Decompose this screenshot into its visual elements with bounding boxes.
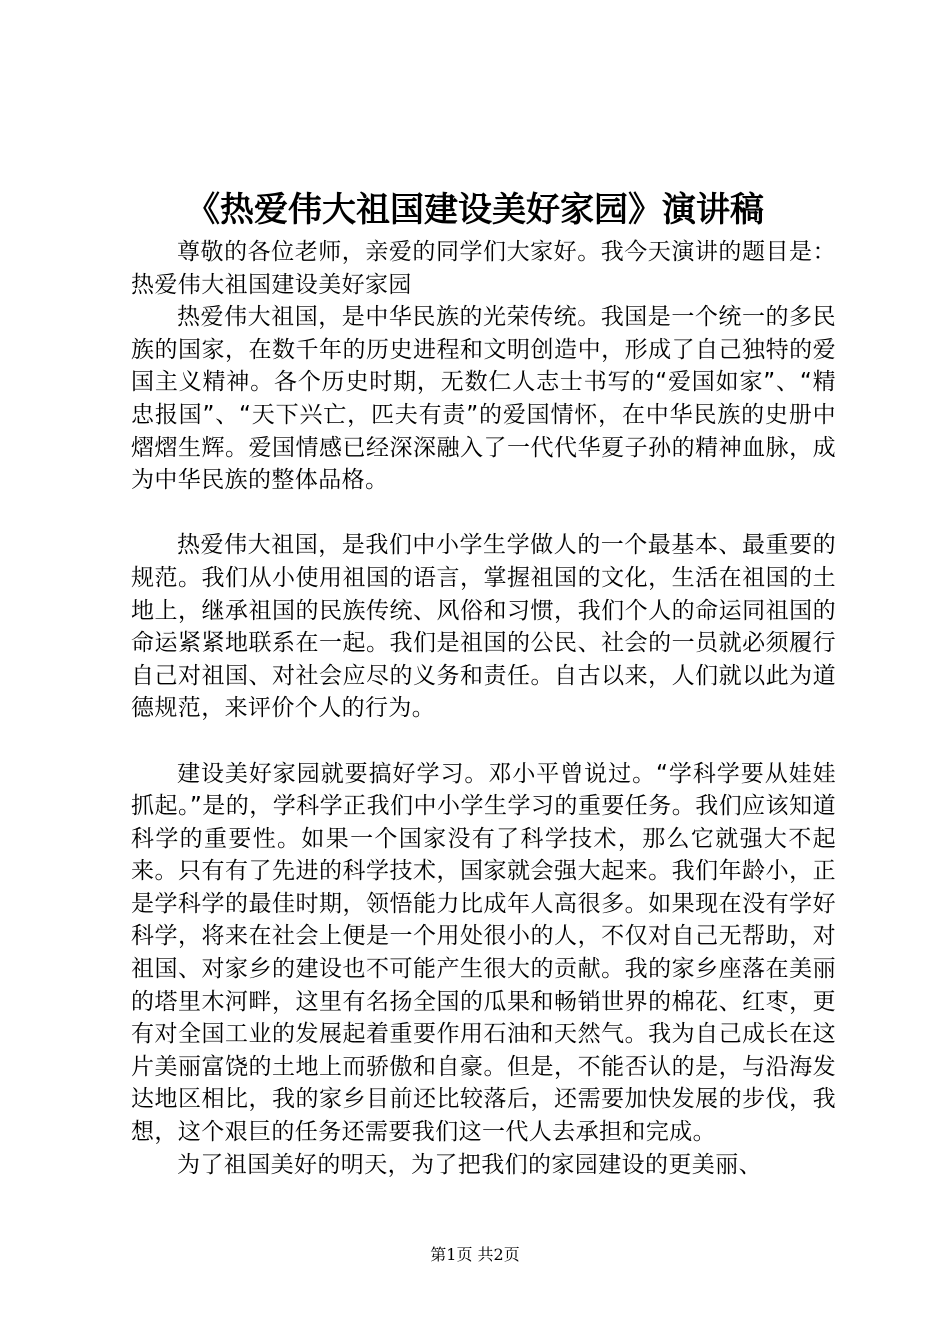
document-title: 《热爱伟大祖国建设美好家园》演讲稿 [186,190,764,230]
document-body [131,236,836,1181]
paragraph-study-science: 建设美好家园就要搞好学习。邓小平曾说过。“学科学要从娃娃抓起。”是的，学科学正我们中小学生学习的重要任务。我们应该知道科学的重要性。如果一个国家没有了科学技术，那么它就强大不起来。只有有了先进的科学技术，国家就会强大起来。我们年龄小，正是学科学的最佳时期，领悟能力比成年人高很多。如果现在没有学好科学，将来在社会上便是一个用处很小的人，不仅对自己无帮助，对祖国、对家乡的建设也不可能产生很大的贡献。我的家乡座落在美丽的塔里木河畔，这里有名扬全国的瓜果和畅销世界的棉花、红枣，更有对全国工业的发展起着重要作用石油和天然气。我为自己成长在这片美丽富饶的土地上而骄傲和自豪。但是，不能否认的是，与沿海发达地区相比，我的家乡目前还比较落后，还需要加快发展的步伐，我想，这个艰巨的任务还需要我们这一代人去承担和完成。 [131,760,836,1146]
paragraph-patriotism-tradition: 热爱伟大祖国，是中华民族的光荣传统。我国是一个统一的多民族的国家，在数千年的历史进程和文明创造中，形成了自己独特的爱国主义精神。各个历史时期，无数仁人志士书写的“爱国如家”、“精忠报国”、“天下兴亡，匹夫有责”的爱国情怀，在中华民族的史册中熠熠生辉。爱国情感已经深深融入了一代代华夏子孙的精神血脉，成为中华民族的整体品格。 [131,304,836,494]
page-footer: 第1页 共2页 [430,1245,520,1264]
paragraph-patriotism-norm: 热爱伟大祖国，是我们中小学生学做人的一个最基本、最重要的规范。我们从小使用祖国的语言，掌握祖国的文化，生活在祖国的土地上，继承祖国的民族传统、风俗和习惯，我们个人的命运同祖国的命运紧紧地联系在一起。我们是祖国的公民、社会的一员就必须履行自己对祖国、对社会应尽的义务和责任。自古以来，人们就以此为道德规范，来评价个人的行为。 [131,532,836,722]
paragraph-closing-start: 为了祖国美好的明天，为了把我们的家园建设的更美丽、 [177,1151,762,1178]
paragraph-greeting: 尊敬的各位老师，亲爱的同学们大家好。我今天演讲的题目是：热爱伟大祖国建设美好家园 [131,239,836,298]
